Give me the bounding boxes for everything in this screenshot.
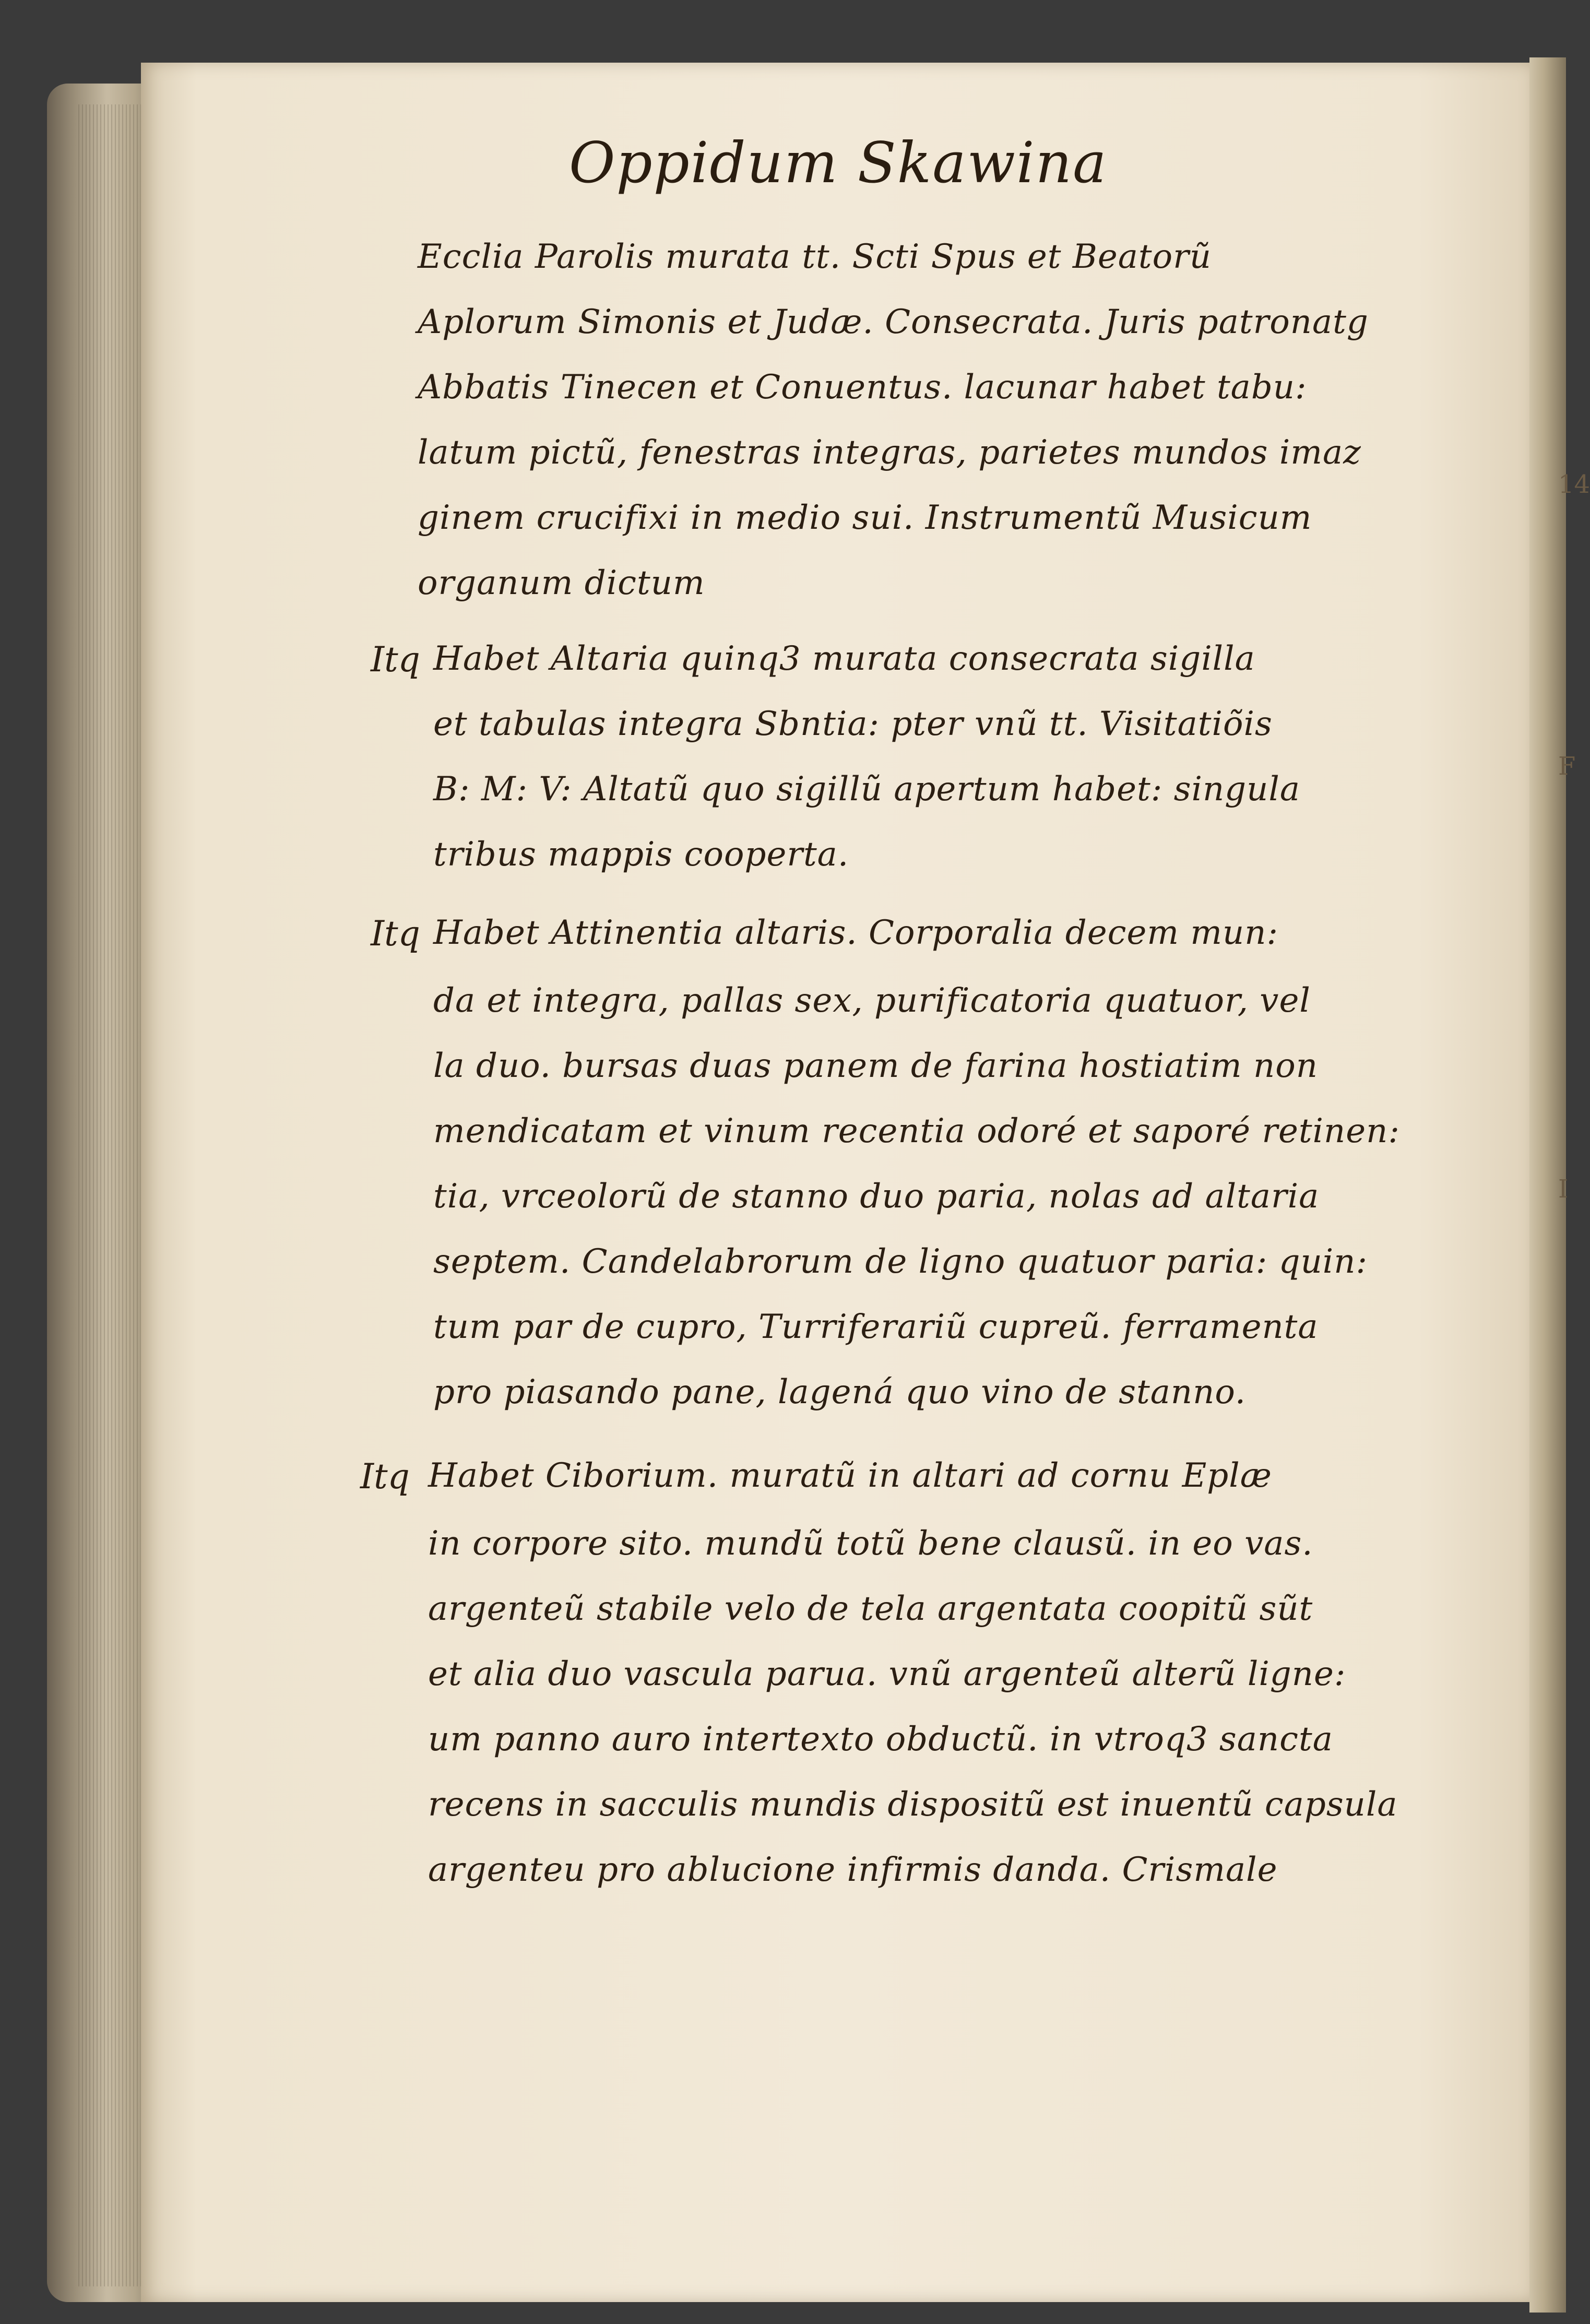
manuscript-line: argenteu pro ablucione infirmis danda. Crismale [428,1851,1278,1889]
manuscript-line: Abbatis Tinecen et Conuentus. lacunar habet tabu: [418,368,1307,407]
manuscript-line: pro piasando pane, lagená quo vino de stanno. [433,1373,1247,1412]
paragraph-mark: Itq [371,639,420,680]
manuscript-line: latum pictũ, fenestras integras, parietes mundos imaz [418,433,1361,472]
manuscript-line: ginem crucifixi in medio sui. Instrumentũ Musicum [418,499,1312,537]
paragraph-mark: Itq [360,1456,410,1497]
manuscript-line: tribus mappis cooperta. [433,835,849,874]
margin-mark: I [1558,1175,1568,1204]
manuscript-line: in corpore sito. mundũ totũ bene clausũ. in eo vas. [428,1524,1313,1563]
manuscript-line: mendicatam et vinum recentia odoré et saporé retinen: [433,1112,1400,1151]
manuscript-line: organum dictum [418,564,705,602]
manuscript-line: Aplorum Simonis et Judæ. Consecrata. Juris patronatg [418,303,1369,341]
manuscript-line: um panno auro intertexto obductũ. in vtroq3 sancta [428,1720,1333,1759]
manuscript-line: da et integra, pallas sex, purificatoria quatuor, vel [433,981,1311,1020]
manuscript-line: et alia duo vascula parua. vnũ argenteũ alterũ ligne: [428,1655,1346,1693]
manuscript-line: argenteũ stabile velo de tela argentata coopitũ sũt [428,1590,1313,1628]
paragraph-mark: Itq [371,914,420,954]
manuscript-line: tia, vrceolorũ de stanno duo paria, nolas ad altaria [433,1177,1320,1216]
manuscript-line: septem. Candelabrorum de ligno quatuor paria: quin: [433,1242,1368,1281]
margin-mark: 14 [1558,470,1590,499]
manuscript-line: Habet Altaria quinq3 murata consecrata sigilla [433,639,1255,678]
manuscript-line: recens in sacculis mundis dispositũ est inuentũ capsula [428,1785,1398,1824]
manuscript-line: et tabulas integra Sbntia: pter vnũ tt. Visitatiõis [433,705,1273,743]
margin-mark: F [1558,752,1576,781]
manuscript-line: Habet Ciborium. muratũ in altari ad cornu Eplæ [428,1456,1272,1495]
book-page-layers [78,104,151,2286]
manuscript-line: tum par de cupro, Turriferariũ cupreũ. ferramenta [433,1308,1319,1346]
manuscript-line: B: M: V: Altatũ quo sigillũ apertum habet: singula [433,770,1300,809]
page-title: Oppidum Skawina [569,131,1108,196]
manuscript-line: Ecclia Parolis murata tt. Scti Spus et Beatorũ [418,238,1212,276]
manuscript-line: la duo. bursas duas panem de farina hostiatim non [433,1047,1318,1085]
manuscript-line: Habet Attinentia altaris. Corporalia decem mun: [433,914,1279,952]
